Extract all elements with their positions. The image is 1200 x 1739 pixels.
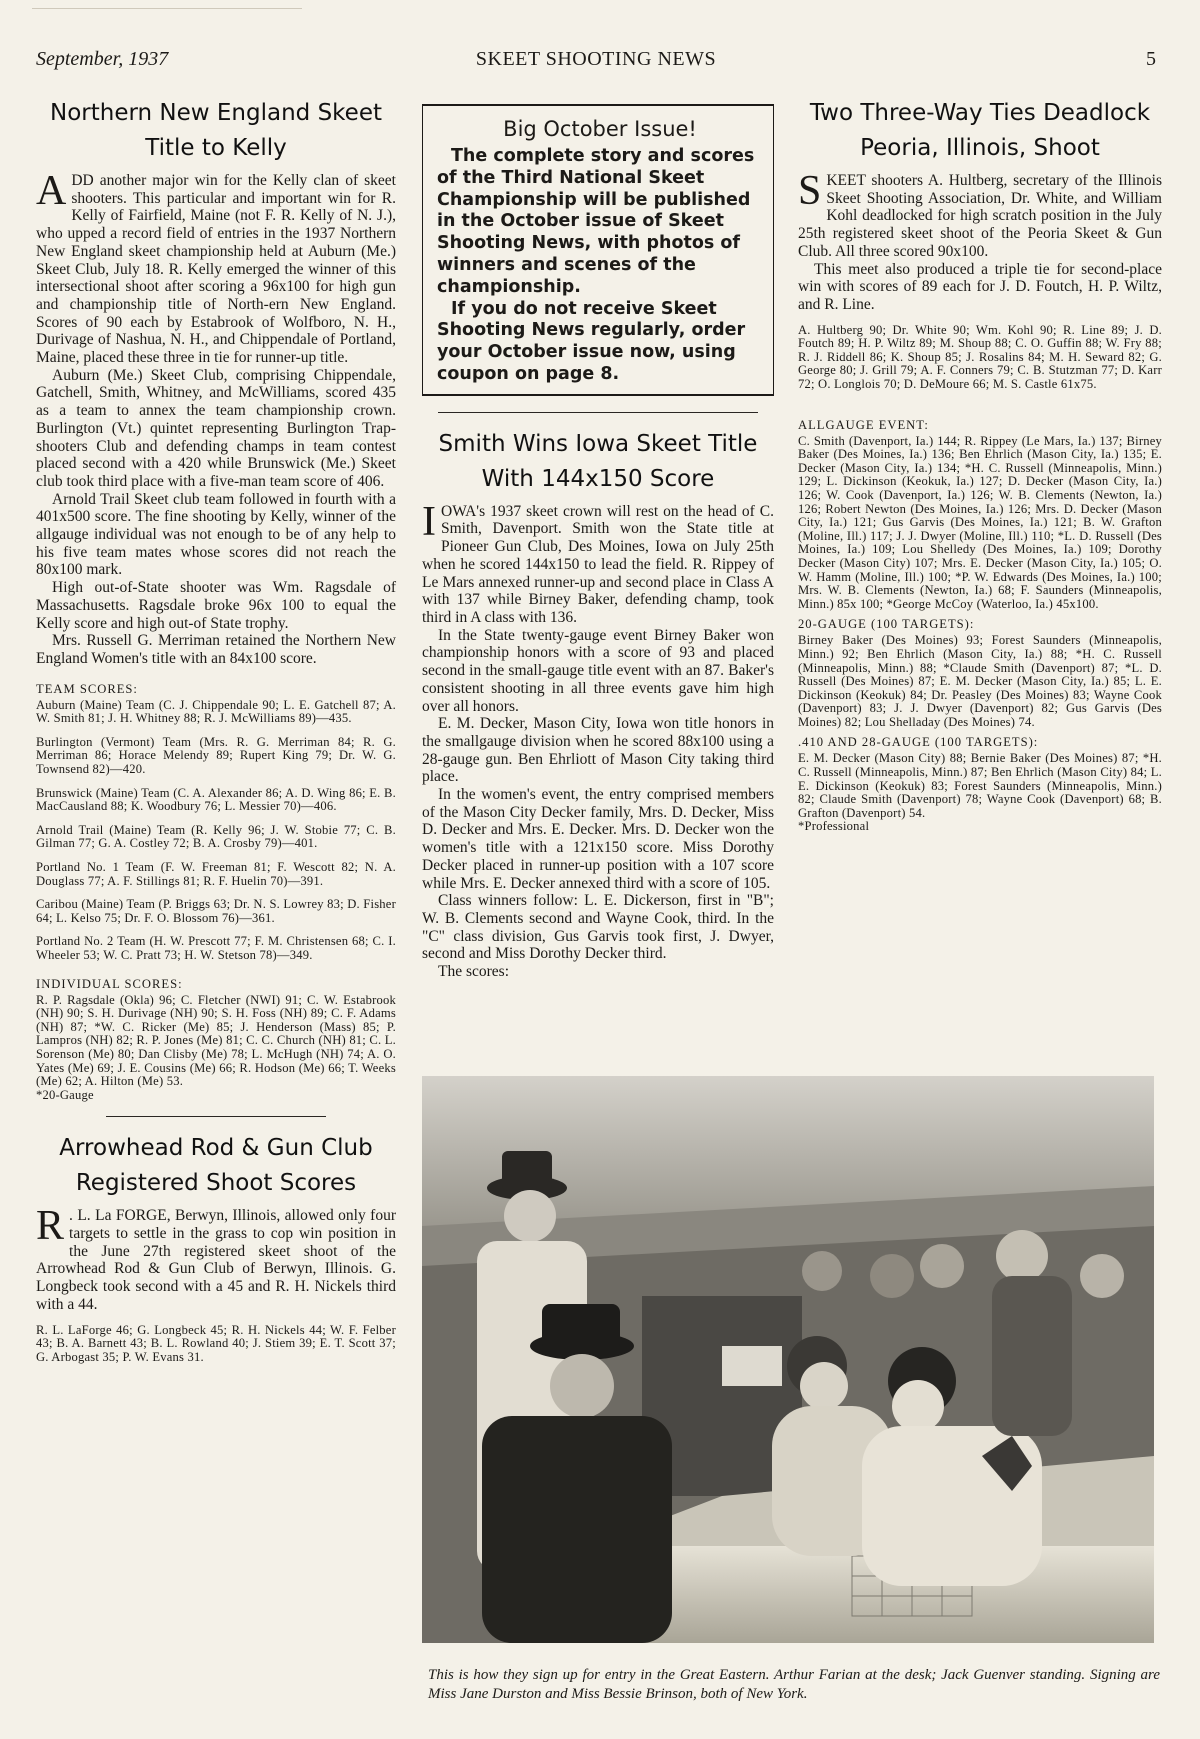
peoria-paragraph-2: This meet also produced a triple tie for second-place win with scores of 89 each for J. D. Foutch, H. P. Wiltz, and R. Line. [798,260,1162,313]
team-score-entry: Portland No. 1 Team (F. W. Freeman 81; F. Wescott 82; N. A. Douglass 77; A. F. Stillings 81; R. F. Huelin 70)—391. [36,860,396,888]
team-score-entry: Arnold Trail (Maine) Team (R. Kelly 96; J. W. Stobie 77; C. B. Gilman 77; G. A. Costley 72; B. A. Crosby 79)—401. [36,822,396,851]
team-score-entry: Burlington (Vermont) Team (Mrs. R. G. Merriman 84; R. G. Merriman 86; Horace Melendy 89; Rupert King 79; Dr. W. G. Townsend 82)—420. [36,734,396,777]
notice-paragraph-1: The complete story and scores of the Third National Skeet Championship will be published in the October issue of Skeet Shooting News, with photos of winners and scenes of the championship. [437,146,755,297]
section-divider [438,412,758,413]
peoria-headline: Two Three-Way Ties Deadlock Peoria, Illinois, Shoot [809,100,1151,161]
photo-illustration [422,1076,1154,1643]
team-score-entry: Caribou (Maine) Team (P. Briggs 63; Dr. N. S. Lowrey 83; D. Fisher 64; L. Kelso 75; Dr. F. O. Blossom 76)—361. [36,897,396,925]
small-gauge-label: .410 AND 28-GAUGE (100 TARGETS): [798,735,1039,750]
team-score-entry: Brunswick (Maine) Team (C. A. Alexander 86; A. D. Wing 86; E. B. MacCausland 88; K. Woodbury 76; L. Messier 70)—406. [36,785,396,814]
iowa-dropcap: I [422,498,436,545]
twenty-gauge-label: 20-GAUGE (100 TARGETS): [798,617,975,632]
column-middle [422,96,774,981]
running-head [36,48,1156,78]
october-issue-notice [422,104,774,396]
iowa-headline: Smith Wins Iowa Skeet Title With 144x150 Score [438,430,758,492]
photo-caption: This is how they sign up for entry in the Great Eastern. Arthur Farian at the desk; Jack Guenver standing. Signing are Miss Jane Durston and Miss Bessie Brinson, both of New York. [428,1667,1160,1702]
iowa-paragraph-2: In the State twenty-gauge event Birney Baker won championship honors with a score of 93 and placed second in the small-gauge title event with an 87. Baker's consistent shooting in all three events gave him high over all honors. [422,626,774,715]
publication-name: SKEET SHOOTING NEWS [475,48,717,70]
column-left [36,96,396,1364]
kelly-paragraph-3: Arnold Trail Skeet club team followed in fourth with a 401x500 score. The fine shooting by Kelly, winner of the allgauge individual was not enough to be of any help to his five team mates whose scores did not reach the 80x100 mark. [36,490,396,579]
section-divider [106,1116,326,1117]
arrowhead-paragraph-1: R . L. La FORGE, Berwyn, Illinois, allowed only four targets to settle in the grass to cop win position in the June 27th registered skeet shoot of the Arrowhead Rod & Gun Club of Berwyn, Illinois. G. Longbeck took second with a 45 and R. H. Nickels third with a 44. [36,1203,396,1313]
small-gauge-scores: E. M. Decker (Mason City) 88; Bernie Baker (Des Moines) 87; *H. C. Russell (Minneapolis, Minn.) 87; Ben Ehrlich (Mason City) 84; L. E. Dickinson (Keokuk) 83; Forest Saunders (Minneapolis, Minn.) 82; Claude Smith (Davenport) 78; Wayne Cook (Davenport) 68; B. Grafton (Davenport) 54. [798,751,1162,820]
notice-paragraph-2: If you do not receive Skeet Shooting News regularly, order your October issue now, using coupon on page 8. [437,298,746,384]
peoria-dropcap: S [798,168,822,214]
iowa-paragraph-4: In the women's event, the entry comprised members of the Mason City Decker family, Mrs. D. Decker, Miss D. Decker and Mrs. E. Decker. Mrs. D. Decker won the women's title with a 121x150 score. Miss Dorothy Decker placed in runner-up position with a 107 score while Mrs. E. Decker annexed third with a score of 105. [422,786,774,892]
kelly-paragraph-5: Mrs. Russell G. Merriman retained the Northern New England Women's title with an 84x100 score. [36,632,396,667]
kelly-headline: Northern New England Skeet Title to Kelly [50,100,382,161]
twenty-gauge-footnote: *20-Gauge [36,1087,94,1102]
iowa-paragraph-5: Class winners follow: L. E. Dickerson, first in "B"; W. B. Clements second and Wayne Cook, third. In the "C" class division, Gus Garvis took first, J. Dwyer, second and Miss Dorothy Decker third. [422,892,774,963]
notice-title: Big October Issue! [503,117,697,141]
iowa-paragraph-6: The scores: [438,963,510,981]
peoria-paragraph-1: SKEET shooters A. Hultberg, secretary of the Illinois Skeet Shooting Association, Dr. White, and William Kohl deadlocked for high scratch position in the July 25th registered skeet shoot of the Peoria Skeet & Gun Club. All three scored 90x100. [798,168,1162,260]
individual-scores-label: INDIVIDUAL SCORES: [36,976,183,991]
twenty-gauge-scores: Birney Baker (Des Moines) 93; Forest Saunders (Minneapolis, Minn.) 92; Ben Ehrlich (Mason City, Ia.) 88; *H. C. Russell (Minneapolis, Minn.) 88; *Claude Smith (Davenport) 87; *L. D. Russell (Des Moines) 87; E. M. Decker (Mason City, Ia.) 85; L. E. Dickinson (Keokuk) 84; Dr. Peasley (Des Moines) 83; Wayne Cook (Davenport) 83; J. J. Dwyer (Davenport) 82; Gus Garvis (Des Moines) 82; Lou Shelladay (Des Moines) 74. [798,633,1162,729]
top-rule [32,8,302,9]
kelly-paragraph-1: ADD another major win for the Kelly clan of skeet shooters. This particular and important win for R. Kelly of Fairfield, Maine (not F. R. Kelly of N. J.), who upped a record field of entries in the 1937 Northern New England skeet championship held at Auburn (Me.) Skeet Club, July 18. R. Kelly emerged the winner of this intersectional shoot after scoring a 96x100 for high gun and championship title of North-ern New England. Scores of 90 each by Estabrook of Wolfboro, N. H., Durivage of Nashua, N. H., and Chippendale of Portland, Maine, placed these three in tie for runner-up title. [36,168,396,367]
team-score-entry: Portland No. 2 Team (H. W. Prescott 77; F. M. Christensen 68; C. I. Wheeler 53; W. C. Pratt 73; H. W. Stetson 78)—349. [36,934,396,962]
kelly-paragraph-2: Auburn (Me.) Skeet Club, comprising Chippendale, Gatchell, Smith, Whitney, and McWilliams, scored 435 as a team to annex the team championship crown. Burlington (Vt.) quintet representing Burlington Trap-shooters Club and defending champs in team contest placed second with a 420 while Brunswick (Me.) Skeet club took third place with a five-man team score of 406. [36,366,396,490]
allgauge-label: ALLGAUGE EVENT: [798,417,929,432]
team-scores-label: TEAM SCORES: [36,681,138,696]
team-score-entry: Auburn (Maine) Team (C. J. Chippendale 90; L. E. Gatchell 87; A. W. Smith 81; J. H. Whitney 88; R. J. McWilliams 89)—435. [36,697,396,726]
arrowhead-headline: Arrowhead Rod & Gun Club Registered Shoot Scores [59,1135,373,1197]
kelly-dropcap: A [36,168,67,214]
peoria-scores: A. Hultberg 90; Dr. White 90; Wm. Kohl 90; R. Line 89; J. D. Foutch 89; H. P. Wiltz 89; M. Shoup 88; C. O. Guffin 88; W. Fry 88; R. J. Riddell 86; K. Shoup 85; J. Rosalins 84; M. H. Seward 82; G. George 80; J. Grill 79; A. F. Conners 79; C. B. Stutzman 77; D. Karr 72; O. Longlois 70; D. DeMoure 66; M. S. Castle 61x75. [798,322,1162,391]
iowa-paragraph-3: E. M. Decker, Mason City, Iowa won title honors in the smallgauge division when he scored 88x100 using a 28-gauge gun. Ben Ehrliott of Mason City taking third place. [422,715,774,786]
arrowhead-scores: R. L. LaForge 46; G. Longbeck 45; R. H. Nickels 44; W. F. Felber 43; B. A. Barnett 43; B. L. Rowland 40; J. Stiem 39; E. T. Scott 37; G. Arbogast 35; P. W. Evans 31. [36,1322,396,1364]
signup-photo [422,1076,1154,1643]
professional-footnote: *Professional [798,819,870,834]
arrowhead-dropcap: R [36,1203,65,1250]
kelly-paragraph-4: High out-of-State shooter was Wm. Ragsdale of Massachusetts. Ragsdale broke 96x 100 to equal the Kelly score and high out-of State trophy. [36,579,396,632]
allgauge-scores: C. Smith (Davenport, Ia.) 144; R. Rippey (Le Mars, Ia.) 137; Birney Baker (Des Moines, Ia.) 136; Ben Ehrlich (Mason City, Ia.) 135; E. Decker (Mason City, Ia.) 134; *H. C. Russell (Minneapolis, Minn.) 129; L. Dickinson (Keokuk, Ia.) 127; D. Decker (Mason City, Ia.) 126; W. Cook (Davenport, Ia.) 126; W. B. Clements (Newton, Ia.) 126; Robert Newton (Des Moines, Ia.) 126; Mrs. D. Decker (Mason City, Ia.) 121; Gus Garvis (Des Moines, Ia.) 121; B. W. Grafton (Moline, Ill.) 117; J. J. Dwyer (Moline, Ill.) 110; *L. D. Russell (Des Moines, Ia.) 109; Lou Shelledy (Des Moines, Ia.) 109; Dorothy Decker (Mason City) 107; Mrs. E. Decker (Mason City, Ia.) 105; O. W. Hamm (Moline, Ill.) 100; *P. W. Edwards (Des Moines, Ia.) 100; Mrs. W. B. Clements (Newton, Ia.) 68; F. Saunders (Minneapolis, Minn.) 85x 100; *George McCoy (Waterloo, Ia.) 45x100. [798,433,1162,611]
issue-date: September, 1937 [36,48,169,70]
page-number: 5 [1146,48,1156,70]
column-right [798,96,1162,834]
individual-scores: R. P. Ragsdale (Okla) 96; C. Fletcher (NWI) 91; C. W. Estabrook (NH) 90; S. H. Durivage (NH) 90; S. H. Foss (NH) 89; C. F. Adams (NH) 87; *W. C. Ricker (Me) 85; J. Henderson (Mass) 85; P. Lampros (NH) 82; R. P. Jones (Me) 81; C. C. Church (NH) 81; C. L. Sorenson (Me) 80; Dan Clisby (Me) 78; L. McHugh (NH) 74; A. O. Yates (Me) 69; J. E. Cousins (Me) 66; R. Hodson (Me) 66; T. Weeks (Me) 62; A. Hilton (Me) 53. [36,992,396,1089]
iowa-paragraph-1: IOWA's 1937 skeet crown will rest on the head of C. Smith, Davenport. Smith won the State title at Pioneer Gun Club, Des Moines, Iowa on July 25th when he scored 144x150 to lead the field. R. Rippey of Le Mars annexed runner-up and second place in Class A with 137 while Birney Baker, defending champ, took third in A class with 136. [422,498,774,626]
